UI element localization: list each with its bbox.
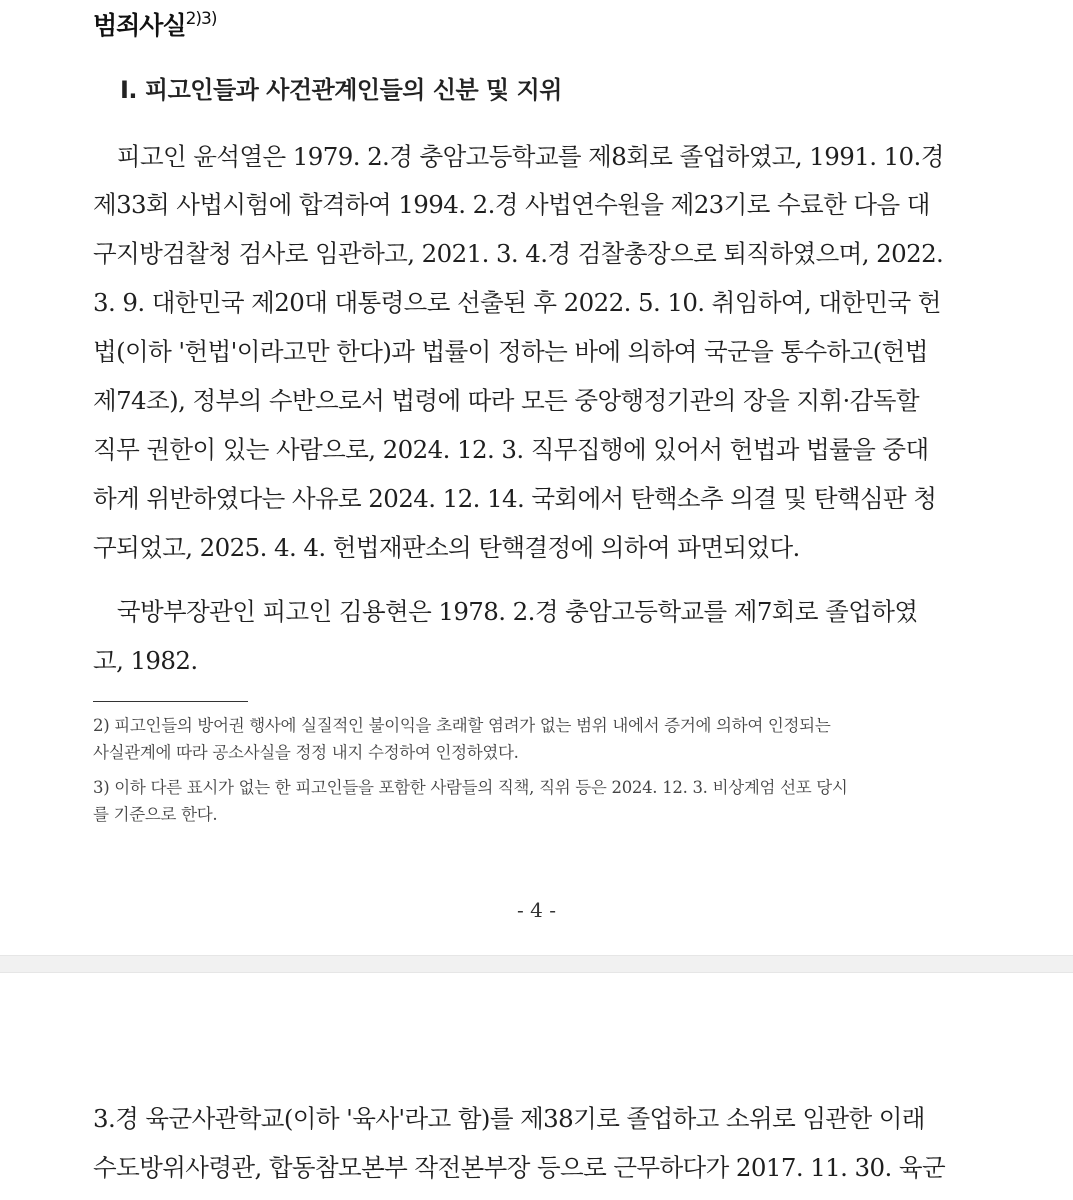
- document-page-5: [0, 973, 1073, 1200]
- page-number: - 4 -: [517, 898, 556, 922]
- text-line: 하게 위반하였다는 사유로 2024. 12. 14. 국회에서 탄핵소추 의결 및 탄핵심판 청: [93, 484, 937, 513]
- text-line: 제74조), 정부의 수반으로서 법령에 따라 모든 중앙행정기관의 장을 지휘·감독할: [93, 386, 919, 415]
- footnote-line: 3) 이하 다른 표시가 없는 한 피고인들을 포함한 사람들의 직책, 직위 등은 2024. 12. 3. 비상계엄 선포 당시: [93, 778, 848, 797]
- text-line: 직무 권한이 있는 사람으로, 2024. 12. 3. 직무집행에 있어서 헌법과 법률을 중대: [93, 435, 929, 464]
- subsection-title: Ⅰ. 피고인들과 사건관계인들의 신분 및 지위: [120, 76, 562, 104]
- footnote-refs[interactable]: 2)3): [185, 9, 217, 29]
- footnote-line: 사실관계에 따라 공소사실을 정정 내지 수정하여 인정하였다.: [93, 743, 519, 762]
- text-line: 3.경 육군사관학교(이하 '육사'라고 함)를 제38기로 졸업하고 소위로 임관한 이래: [93, 1104, 925, 1133]
- text-line: 구되었고, 2025. 4. 4. 헌법재판소의 탄핵결정에 의하여 파면되었다.: [93, 533, 800, 562]
- text-line: 구지방검찰청 검사로 임관하고, 2021. 3. 4.경 검찰총장으로 퇴직하였으며, 2022.: [93, 239, 944, 268]
- section-title: 범죄사실$^{2)3)}$: [93, 9, 217, 40]
- footnote-line: 를 기준으로 한다.: [93, 805, 218, 824]
- text-line: 제33회 사법시험에 합격하여 1994. 2.경 사법연수원을 제23기로 수료한 다음 대: [93, 190, 930, 219]
- footnote-line: 2) 피고인들의 방어권 행사에 실질적인 불이익을 초래할 염려가 없는 범위 내에서 증거에 의하여 인정되는: [93, 716, 831, 735]
- footnote-divider: [93, 701, 248, 702]
- text-line: 수도방위사령관, 합동참모본부 작전본부장 등으로 근무하다가 2017. 11. 30. 육군: [93, 1153, 946, 1182]
- page-separator: [0, 955, 1073, 973]
- text-line: 피고인 윤석열은 1979. 2.경 충암고등학교를 제8회로 졸업하였고, 1991. 10.경: [93, 142, 944, 171]
- text-line: 고, 1982.: [93, 646, 198, 675]
- text-line: 국방부장관인 피고인 김용현은 1978. 2.경 충암고등학교를 제7회로 졸업하였: [93, 597, 918, 626]
- text-line: 법(이하 '헌법'이라고만 한다)과 법률이 정하는 바에 의하여 국군을 통수하고(헌법: [93, 337, 928, 366]
- text-line: 3. 9. 대한민국 제20대 대통령으로 선출된 후 2022. 5. 10. 취임하여, 대한민국 헌: [93, 288, 941, 317]
